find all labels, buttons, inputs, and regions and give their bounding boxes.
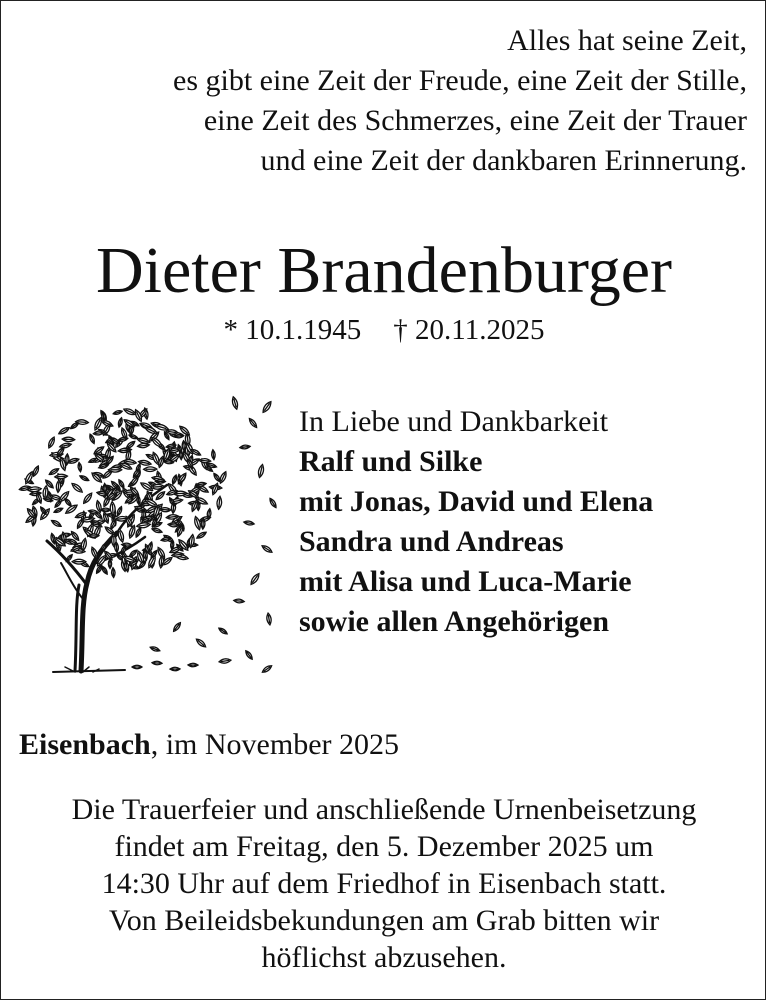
mourners-intro: In Liebe und Dankbarkeit (299, 405, 609, 438)
date-text: , im November 2025 (150, 728, 400, 761)
poem-line: eine Zeit des Schmerzes, eine Zeit der Trauer (203, 104, 747, 137)
mourners (299, 402, 653, 642)
mourner-line: mit Alisa und Luca-Marie (299, 565, 632, 598)
place-and-date (19, 725, 399, 765)
mourner-line: Ralf und Silke (299, 445, 483, 478)
deceased-name: Dieter Brandenburger (95, 234, 673, 307)
poem-line: Alles hat seine Zeit, (507, 24, 747, 57)
notice-line: Die Trauerfeier und anschließende Urnenbeisetzung (71, 793, 697, 826)
life-dates (1, 312, 766, 348)
windblown-tree-icon (17, 373, 281, 683)
notice-line: höflichst abzusehen. (261, 941, 507, 974)
birth-date: * 10.1.1945 (223, 314, 362, 346)
mourner-line: Sandra und Andreas (299, 525, 564, 558)
mourner-line: sowie allen Angehörigen (299, 605, 610, 638)
funeral-notice (1, 791, 766, 976)
death-date: † 20.11.2025 (393, 314, 545, 346)
place-name: Eisenbach (19, 728, 151, 761)
poem-line: es gibt eine Zeit der Freude, eine Zeit der Stille, (173, 64, 747, 97)
notice-line: 14:30 Uhr auf dem Friedhof in Eisenbach statt. (101, 867, 667, 900)
poem-line: und eine Zeit der dankbaren Erinnerung. (260, 144, 747, 177)
notice-line: Von Beileidsbekundungen am Grab bitten wir (108, 904, 660, 937)
notice-line: findet am Freitag, den 5. Dezember 2025 um (114, 830, 654, 863)
poem (173, 21, 747, 181)
mourner-line: mit Jonas, David und Elena (299, 485, 654, 518)
